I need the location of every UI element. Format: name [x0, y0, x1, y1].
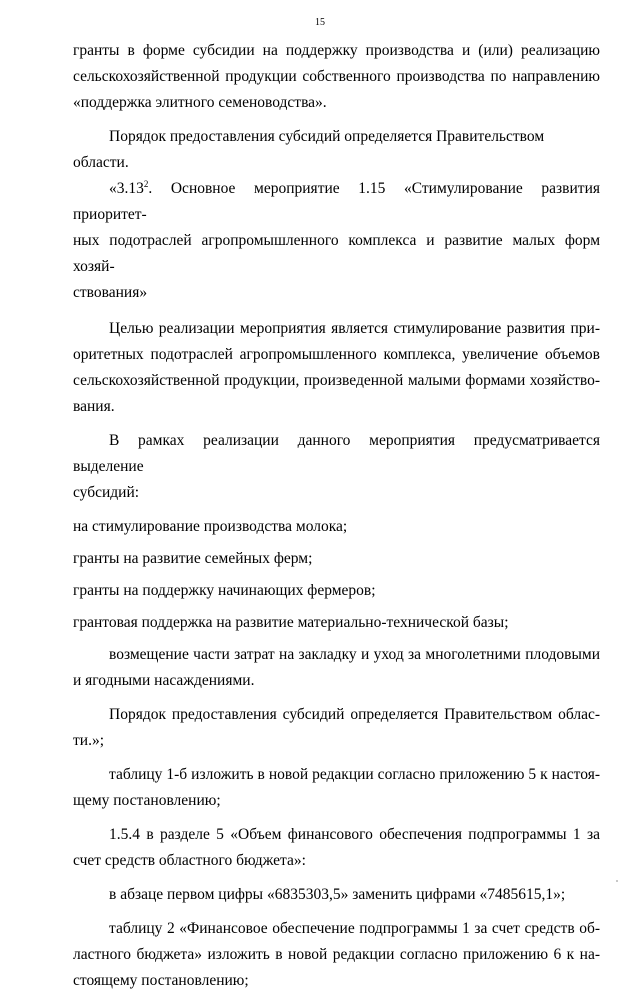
- paragraph-1-5-4: [73, 822, 600, 874]
- text-line: ластного бюджета» изложить в новой редакции согласно приложению 6 к на-: [73, 946, 600, 963]
- page-number: 15: [315, 17, 325, 28]
- subsidy-list: [73, 514, 600, 636]
- text-line: щему постановлению;: [73, 792, 221, 809]
- paragraph-subsidy-order-2: [73, 702, 600, 754]
- text-line: сельскохозяйственной продукции собственного производства по направлению: [73, 68, 600, 85]
- paragraph-table-2: [73, 916, 600, 994]
- text-line: возмещение части затрат на закладку и уход за многолетними плодовыми: [109, 646, 600, 663]
- superscript: 2: [143, 179, 149, 189]
- paragraph-figures-replacement: в абзаце первом цифры «6835303,5» заменить цифрами «7485615,1»;: [109, 886, 566, 903]
- text-line: Порядок предоставления субсидий определяется Правительством облас-: [109, 706, 600, 723]
- text-line: вания.: [73, 398, 115, 415]
- scan-speck: [616, 880, 618, 882]
- text-line: ствования»: [73, 284, 148, 301]
- text-line: стоящему постановлению;: [73, 972, 249, 989]
- text-line: 1.5.4 в разделе 5 «Объем финансового обеспечения подпрограммы 1 за: [109, 826, 600, 843]
- text-line: гранты в форме субсидии на поддержку производства и (или) реализацию: [73, 42, 600, 59]
- text-line: ти.»;: [73, 732, 104, 749]
- list-item: гранты на развитие семейных ферм;: [73, 550, 313, 567]
- text-line: ных подотраслей агропромышленного комплекса и развитие малых форм хозяй-: [73, 232, 600, 275]
- text-line: сельскохозяйственной продукции, произведенной малыми формами хозяйство-: [73, 372, 600, 389]
- paragraph-table-1b: [73, 762, 600, 814]
- document-body: [73, 38, 600, 994]
- text-line: оритетных подотраслей агропромышленного комплекса, увеличение объемов: [73, 346, 600, 363]
- paragraph-perennial-plantings: [73, 642, 600, 694]
- list-item: грантовая поддержка на развитие материально-технической базы;: [73, 614, 509, 631]
- paragraph-subsidy-order: Порядок предоставления субсидий определяется Правительством области.: [73, 128, 545, 171]
- text-line: таблицу 1-б изложить в новой редакции согласно приложению 5 к настоя-: [109, 766, 600, 783]
- paragraph-grants-elite-seeds: [73, 38, 600, 116]
- text-line: субсидий:: [73, 484, 140, 501]
- list-item: на стимулирование производства молока;: [73, 518, 348, 535]
- text-line: В рамках реализации данного мероприятия предусматривается выделение: [73, 432, 600, 475]
- paragraph-subsidies-intro: [73, 428, 600, 506]
- text-line: таблицу 2 «Финансовое обеспечение подпрограммы 1 за счет средств об-: [109, 920, 600, 937]
- text-line: «поддержка элитного семеноводства».: [73, 94, 327, 111]
- section-title-start: . Основное мероприятие 1.15 «Стимулирование развития приоритет-: [73, 180, 600, 223]
- text-line: счет средств областного бюджета»:: [73, 852, 306, 869]
- paragraph-goal: [73, 316, 600, 420]
- text-line: и ягодными насаждениями.: [73, 672, 255, 689]
- text-line: Целью реализации мероприятия является стимулирование развития при-: [109, 320, 600, 337]
- section-number: «3.13: [109, 180, 144, 197]
- list-item: гранты на поддержку начинающих фермеров;: [73, 582, 376, 599]
- text-line: [73, 176, 600, 228]
- paragraph-section-3-13-2: [73, 176, 600, 306]
